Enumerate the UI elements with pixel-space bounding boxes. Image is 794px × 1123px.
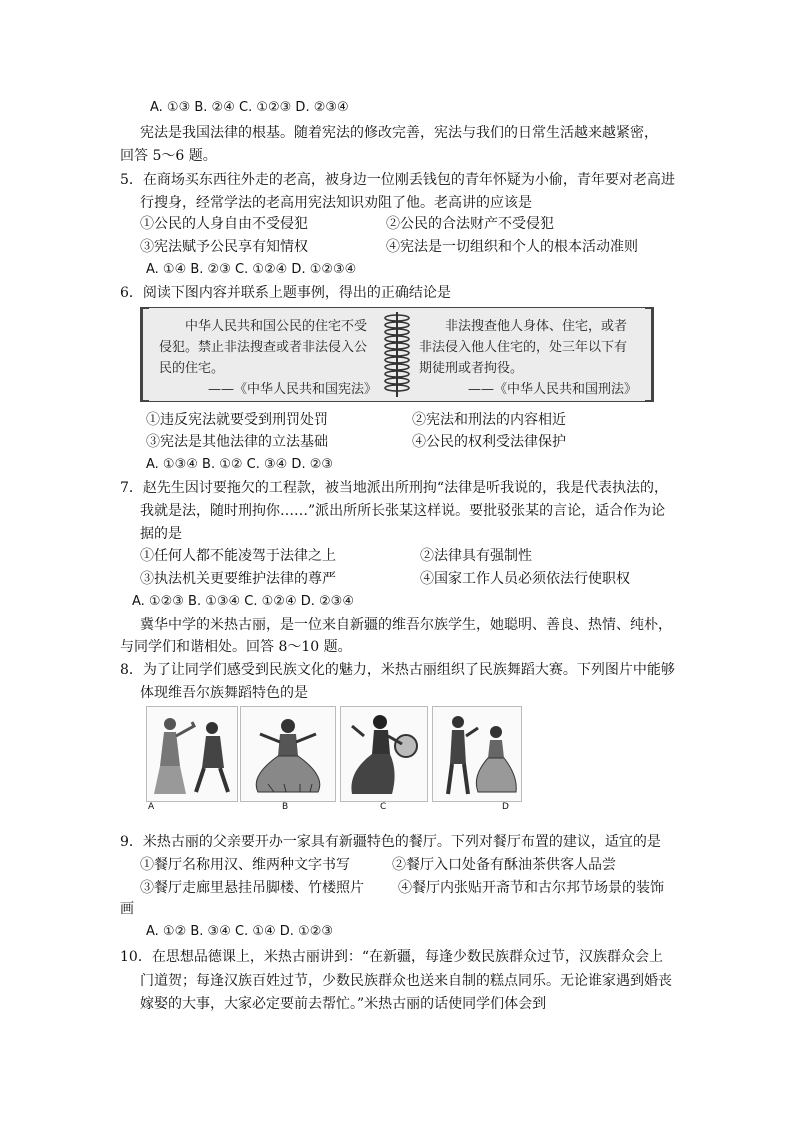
q5-item1: ①公民的人身自由不受侵犯 [140,216,308,232]
q7-line1: 7．赵先生因讨要拖欠的工程款，被当地派出所刑拘“法律是听我说的，我是代表执法的， [120,480,669,496]
q7-options: A. ①②③ B. ①③④ C. ①②④ D. ②③④ [132,594,354,609]
q9-stem: 9．米热古丽的父亲要开办一家具有新疆特色的餐厅。下列对餐厅布置的建议，适宜的是 [120,834,661,850]
constitution-excerpt-text: 中华人民共和国公民的住宅不受侵犯。禁止非法搜查或者非法侵入公民的住宅。 [159,319,368,376]
q6-options: A. ①③④ B. ①② C. ③④ D. ②③ [146,457,334,472]
constitution-excerpt [159,316,377,400]
law-excerpt-figure [140,307,654,402]
q8-line2: 体现维吾尔族舞蹈特色的是 [140,685,308,701]
dance-image-b [240,706,336,810]
q6-stem: 6．阅读下图内容并联系上题事例，得出的正确结论是 [120,285,451,301]
criminal-law-excerpt [419,316,637,400]
q10-line3: 嫁娶的大事，大家必定要前去帮忙。”米热古丽的话使同学们体会到 [140,996,547,1012]
q5-item4: ④宪法是一切组织和个人的根本活动准则 [386,239,638,255]
q9-options: A. ①② B. ③④ C. ①④ D. ①②③ [146,924,334,939]
q7-item2: ②法律具有强制性 [420,548,532,564]
q5-line1: 5．在商场买东西往外走的老高，被身边一位刚丢钱包的青年怀疑为小偷，青年要对老高进 [120,172,675,188]
dance-figures-a [146,706,238,800]
q5-item3: ③宪法赋予公民享有知情权 [140,239,308,255]
q6-item4: ④公民的权利受法律保护 [412,434,566,450]
passage2-line2: 与同学们和谐相处。回答 8～10 题。 [120,639,352,655]
q9-item1: ①餐厅名称用汉、维两种文字书写 [140,857,350,873]
q7-line3: 据的是 [140,526,182,542]
dance-label-b: B [282,802,289,812]
q9-item4-continued: 画 [120,901,134,917]
q8-line1: 8．为了让同学们感受到民族文化的魅力，米热古丽组织了民族舞蹈大赛。下列图片中能够 [120,662,675,678]
dance-figures-d [432,706,522,800]
q9-item3: ③餐厅走廊里悬挂吊脚楼、竹楼照片 [140,880,364,896]
book-spine-graphic [382,312,412,397]
q4-options: A. ①③ B. ②④ C. ①②③ D. ②③④ [150,100,349,115]
criminal-law-source: ——《中华人民共和国刑法》 [467,382,637,397]
criminal-law-excerpt-text: 非法搜查他人身体、住宅，或者非法侵入他人住宅的，处三年以下有期徒刑或者拘役。 [419,319,628,376]
passage1-line2: 回答 5～6 题。 [120,148,217,164]
dance-label-c: C [380,802,387,812]
q7-item4: ④国家工作人员必须依法行使职权 [420,571,630,587]
dance-label-a: A [148,802,155,812]
q5-item2: ②公民的合法财产不受侵犯 [386,216,554,232]
dance-figure-b [240,706,336,800]
q10-line1: 10．在思想品德课上，米热古丽讲到：“在新疆，每逢少数民族群众过节，汉族群众会上 [120,949,663,965]
q7-item1: ①任何人都不能凌驾于法律之上 [140,548,336,564]
excerpt-left-edge [141,307,149,402]
dance-image-a [146,706,238,810]
q9-item4: ④餐厅内张贴开斋节和古尔邦节场景的装饰 [398,880,664,896]
q6-item3: ③宪法是其他法律的立法基础 [146,434,328,450]
q9-item2: ②餐厅入口处备有酥油茶供客人品尝 [392,857,616,873]
dance-label-d: D [502,802,509,812]
dance-image-c [340,706,428,810]
q10-line2: 门道贺；每逢汉族百姓过节，少数民族群众也送来自制的糕点同乐。无论谁家遇到婚丧 [140,973,672,989]
passage1-line1: 宪法是我国法律的根基。随着宪法的修改完善，宪法与我们的日常生活越来越紧密， [140,125,658,141]
q6-item2: ②宪法和刑法的内容相近 [412,412,566,428]
dance-image-d [432,706,522,810]
q7-item3: ③执法机关更要维护法律的尊严 [140,571,336,587]
constitution-source: ——《中华人民共和国宪法》 [207,382,377,397]
q5-line2: 行搜身，经常学法的老高用宪法知识劝阻了他。老高讲的应该是 [140,195,532,211]
excerpt-right-edge [645,307,653,402]
passage2-line1: 冀华中学的米热古丽，是一位来自新疆的维吾尔族学生，她聪明、善良、热情、纯朴， [140,617,672,633]
dance-figure-c [340,706,428,800]
q7-line2: 我就是法，随时刑拘你……”派出所所长张某这样说。要批驳张某的言论，适合作为论 [140,503,666,519]
q6-item1: ①违反宪法就要受到刑罚处罚 [146,412,328,428]
q5-options: A. ①④ B. ②③ C. ①②④ D. ①②③④ [146,262,357,277]
